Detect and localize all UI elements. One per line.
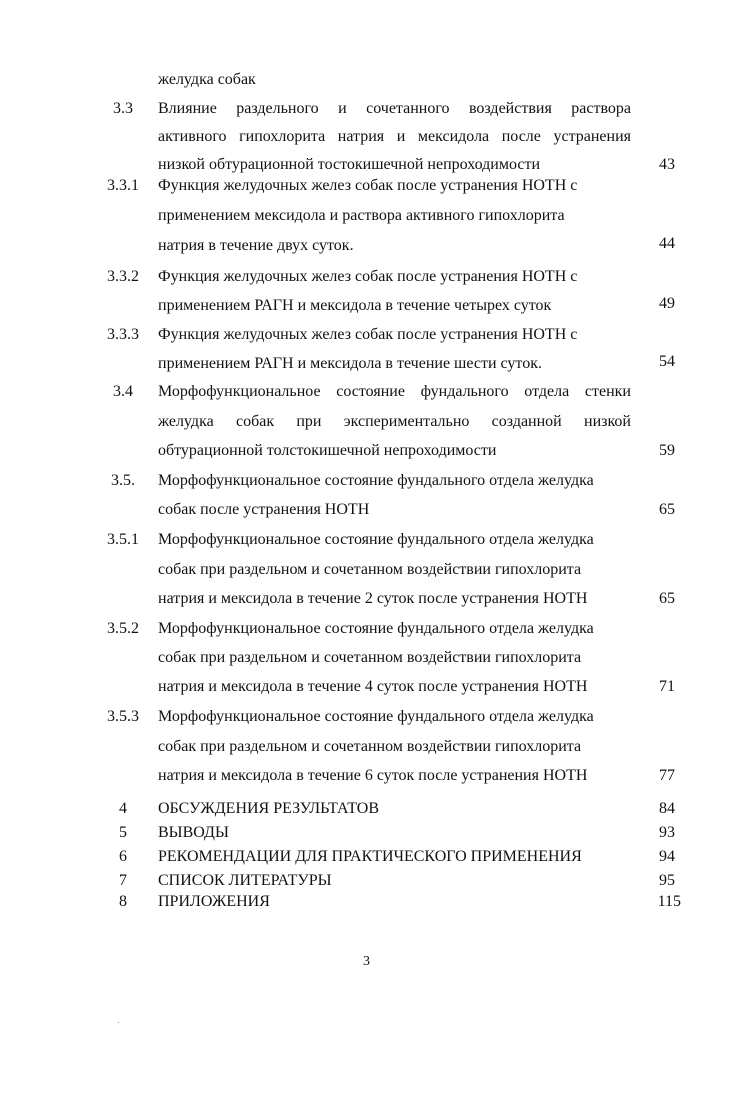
- scan-speck: [118, 1022, 119, 1023]
- toc-page-number: 94: [659, 848, 675, 865]
- toc-line: ПРИЛОЖЕНИЯ: [158, 893, 270, 910]
- toc-page-number: 44: [659, 235, 675, 252]
- toc-line: натрия в течение двух суток.: [158, 237, 354, 254]
- toc-entry-number: 3.3: [113, 100, 133, 117]
- toc-entry-number: 3.4: [113, 383, 133, 400]
- toc-line: натрия и мексидола в течение 2 суток после устранения НОТН: [158, 590, 588, 607]
- toc-line: РЕКОМЕНДАЦИИ ДЛЯ ПРАКТИЧЕСКОГО ПРИМЕНЕНИЯ: [158, 848, 582, 865]
- toc-line: Морфофункциональное состояние фундального отдела желудка: [158, 620, 594, 637]
- toc-page-number: 43: [659, 156, 675, 173]
- toc-line: применением мексидола и раствора активного гипохлорита: [158, 207, 565, 224]
- toc-line: активного гипохлорита натрия и мексидола после устранения: [158, 128, 631, 145]
- toc-line: обтурационной толстокишечной непроходимости: [158, 442, 497, 459]
- toc-page-number: 93: [659, 824, 675, 841]
- toc-page-number: 115: [657, 893, 681, 910]
- toc-entry-number: 6: [119, 848, 127, 865]
- toc-line: собак при раздельном и сочетанном воздействии гипохлорита: [158, 561, 582, 578]
- toc-line: Морфофункциональное состояние фундального отдела желудка: [158, 472, 594, 489]
- toc-entry-number: 5: [119, 824, 127, 841]
- toc-line: Функция желудочных желез собак после устранения НОТН с: [158, 268, 578, 285]
- toc-page-number: 65: [659, 590, 675, 607]
- toc-line: натрия и мексидола в течение 6 суток после устранения НОТН: [158, 767, 588, 784]
- toc-line: натрия и мексидола в течение 4 суток после устранения НОТН: [158, 678, 588, 695]
- toc-line: Функция желудочных желез собак после устранения НОТН с: [158, 326, 578, 343]
- toc-entry-number: 7: [119, 872, 127, 889]
- toc-entry-number: 3.3.3: [107, 326, 139, 343]
- toc-line: применением РАГН и мексидола в течение шести суток.: [158, 355, 542, 372]
- toc-page-number: 54: [659, 353, 675, 370]
- toc-line: собак после устранения НОТН: [158, 501, 370, 518]
- toc-entry-number: 3.5.: [111, 472, 135, 489]
- toc-line: СПИСОК ЛИТЕРАТУРЫ: [158, 872, 332, 889]
- toc-line: Морфофункциональное состояние фундального отдела желудка: [158, 708, 594, 725]
- toc-line: применением РАГН и мексидола в течение четырех суток: [158, 297, 552, 314]
- toc-line: ВЫВОДЫ: [158, 824, 229, 841]
- toc-page-number: 49: [659, 295, 675, 312]
- toc-entry-number: 3.3.1: [107, 177, 139, 194]
- page-number: 3: [363, 954, 370, 969]
- toc-page-number: 59: [659, 442, 675, 459]
- toc-line: Морфофункциональное состояние фундального отдела стенки: [158, 383, 631, 400]
- toc-entry-number: 3.5.3: [107, 708, 139, 725]
- toc-entry-number: 8: [119, 893, 127, 910]
- toc-line: желудка собак: [158, 71, 256, 88]
- toc-line: ОБСУЖДЕНИЯ РЕЗУЛЬТАТОВ: [158, 800, 379, 817]
- toc-line: собак при раздельном и сочетанном воздействии гипохлорита: [158, 738, 582, 755]
- toc-page-number: 77: [659, 767, 675, 784]
- toc-entry-number: 3.3.2: [107, 268, 139, 285]
- toc-entry-number: 4: [119, 800, 127, 817]
- toc-line: низкой обтурационной тостокишечной непроходимости: [158, 156, 541, 173]
- toc-page-number: 95: [659, 872, 675, 889]
- toc-page-number: 84: [659, 800, 675, 817]
- toc-line: собак при раздельном и сочетанном воздействии гипохлорита: [158, 649, 582, 666]
- toc-line: Влияние раздельного и сочетанного воздействия раствора: [158, 100, 631, 117]
- toc-entry-number: 3.5.1: [107, 531, 139, 548]
- toc-line: Функция желудочных желез собак после устранения НОТН с: [158, 177, 578, 194]
- toc-line: желудка собак при экспериментально созданной низкой: [158, 413, 631, 430]
- toc-line: Морфофункциональное состояние фундального отдела желудка: [158, 531, 594, 548]
- toc-page-number: 71: [659, 678, 675, 695]
- toc-entry-number: 3.5.2: [107, 620, 139, 637]
- toc-page-number: 65: [659, 501, 675, 518]
